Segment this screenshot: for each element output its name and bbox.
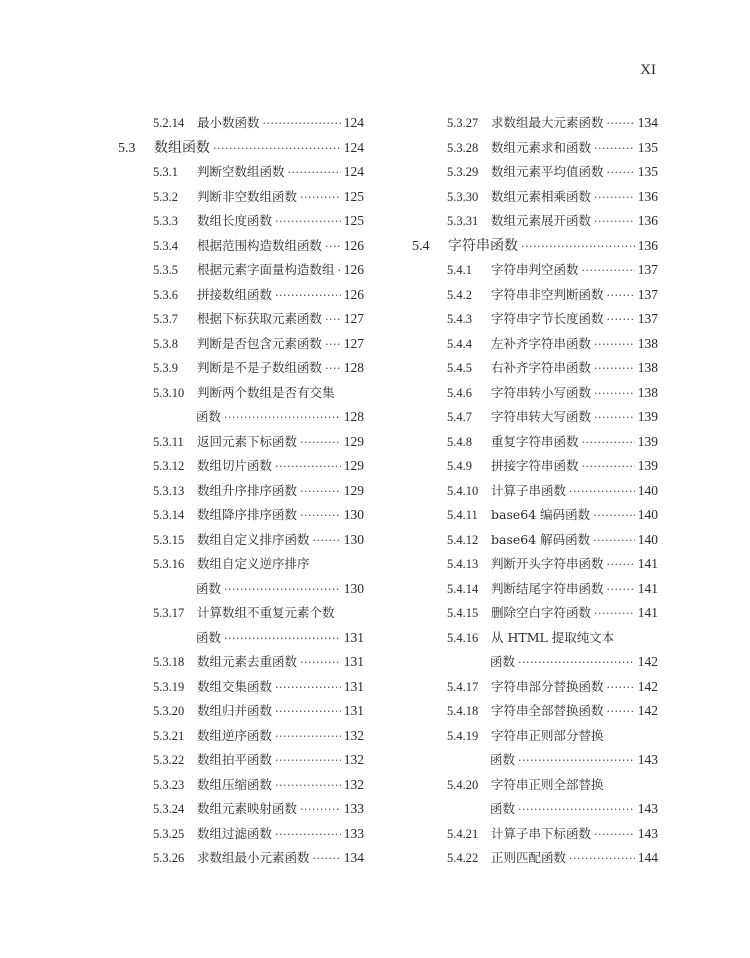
toc-entry-page: 127: [343, 335, 364, 351]
toc-entry-number: 5.4.15: [447, 606, 479, 620]
toc-entry-page: 140: [637, 531, 658, 547]
toc-leader-dots: [300, 798, 341, 823]
toc-entry-page: 141: [637, 556, 658, 571]
toc-entry-page: 140: [637, 482, 658, 498]
toc-entry-title: 删除空白字符函数: [491, 605, 592, 620]
toc-leader-dots: [288, 161, 341, 186]
toc-entry-page: 125: [343, 188, 364, 204]
toc-entry-page: 135: [637, 139, 658, 155]
toc-entry-title: 从 HTML 提取纯文本: [491, 629, 615, 645]
toc-entry-title: 返回元素下标函数: [197, 433, 298, 449]
toc-entry: [412, 552, 658, 577]
toc-leader-dots: [518, 651, 635, 676]
toc-right-column: [412, 111, 658, 871]
toc-entry-title: 字符串正则全部替换: [491, 776, 604, 792]
toc-entry-title: 数组自定义排序函数: [197, 531, 310, 547]
toc-entry-number: 5.3.11: [153, 434, 184, 449]
toc-entry: [412, 601, 658, 626]
toc-entry-number: 5.4.22: [447, 851, 479, 865]
toc-leader-dots: [275, 284, 341, 309]
toc-entry: [412, 307, 658, 332]
toc-leader-dots: [607, 161, 635, 186]
toc-entry-page: 143: [637, 825, 658, 841]
toc-entry-title: 数组自定义逆序排序: [197, 556, 310, 571]
toc-entry-page: 128: [343, 409, 364, 424]
toc-leader-dots: [521, 235, 635, 260]
toc-entry: [412, 454, 658, 479]
toc-entry-title: 字符串函数: [448, 237, 518, 254]
toc-entry: [412, 283, 658, 308]
toc-entry-title: 拼接字符串函数: [491, 458, 579, 473]
toc-leader-dots: [607, 578, 635, 603]
toc-leader-dots: [325, 357, 341, 382]
toc-leader-dots: [594, 602, 635, 627]
toc-entry: [412, 136, 658, 161]
toc-entry-title: 字符串判空函数: [491, 262, 579, 277]
toc-entry: [118, 601, 364, 626]
toc-entry-page: 130: [343, 507, 364, 522]
toc-leader-dots: [594, 137, 635, 162]
toc-entry: [412, 381, 658, 406]
toc-entry-page: 143: [637, 801, 658, 816]
toc-entry-number: 5.4.1: [447, 263, 472, 277]
toc-entry: [412, 626, 658, 651]
toc-entry-page: 132: [343, 776, 364, 792]
toc-leader-dots: [224, 627, 341, 652]
toc-entry-title: 根据元素字面量构造数组: [197, 262, 335, 277]
toc-leader-dots: [594, 333, 635, 358]
toc-entry-page: 131: [343, 629, 364, 645]
toc-entry: [118, 846, 364, 871]
toc-entry: [118, 650, 364, 675]
toc-entry-number: 5.3.21: [153, 728, 185, 743]
toc-leader-dots: [300, 651, 341, 676]
toc-leader-dots: [582, 259, 635, 284]
toc-entry: [118, 503, 364, 528]
toc-entry: [118, 773, 364, 798]
toc-entry: [118, 356, 364, 381]
toc-leader-dots: [313, 847, 341, 872]
toc-entry-title: 判断结尾字符串函数: [491, 580, 604, 596]
toc-entry-page: 133: [343, 825, 364, 841]
toc-entry-page: 129: [343, 458, 364, 473]
toc-entry-number: 5.4.6: [447, 385, 472, 400]
toc-entry: [118, 111, 364, 136]
toc-entry: [412, 822, 658, 847]
toc-entry-page: 124: [343, 139, 364, 155]
toc-entry: [118, 528, 364, 553]
toc-leader-dots: [569, 847, 635, 872]
toc-entry-title: 数组切片函数: [197, 458, 273, 473]
toc-leader-dots: [593, 504, 635, 529]
toc-entry-title: 计算子串函数: [491, 482, 567, 498]
toc-entry-title: 函数: [196, 629, 222, 645]
toc-entry-number: 5.3.9: [153, 361, 178, 375]
toc-entry-page: 142: [637, 654, 658, 669]
toc-entry: [412, 577, 658, 602]
toc-entry: [412, 356, 658, 381]
toc-entry-page: 137: [637, 311, 658, 326]
toc-entry-title: base64 解码函数: [491, 531, 591, 547]
toc-entry-number: 5.3.26: [153, 851, 185, 865]
toc-entry-title: 数组归并函数: [197, 703, 273, 718]
toc-entry: [118, 381, 364, 406]
toc-entry-page: 136: [637, 188, 658, 204]
toc-entry-number: 5.4.10: [447, 483, 479, 498]
toc-entry: [412, 209, 658, 234]
toc-entry-number: 5.3.19: [153, 679, 185, 694]
toc-entry-number: 5.3.3: [153, 214, 178, 228]
toc-entry-number: 5.4.20: [447, 777, 479, 792]
toc-entry-title: 字符串全部替换函数: [491, 703, 604, 718]
toc-entry-page: 131: [343, 703, 364, 718]
toc-entry-number: 5.4.12: [447, 532, 479, 547]
toc-entry-number: 5.3.8: [153, 336, 178, 351]
toc-leader-dots: [607, 284, 635, 309]
toc-entry-page: 134: [343, 850, 364, 865]
toc-entry: [118, 136, 364, 161]
toc-entry: [412, 797, 658, 822]
toc-entry-page: 130: [343, 531, 364, 547]
toc-entry-number: 5.4.9: [447, 459, 472, 473]
toc-leader-dots: [607, 553, 635, 578]
toc-entry-page: 129: [343, 433, 364, 449]
toc-leader-dots: [275, 749, 341, 774]
toc-entry-number: 5.3.27: [447, 116, 479, 130]
toc-leader-dots: [518, 798, 635, 823]
toc-entry-number: 5.3.12: [153, 459, 185, 473]
toc-entry-title: 函数: [196, 580, 222, 596]
toc-entry: [118, 797, 364, 822]
toc-entry-page: 126: [343, 262, 364, 277]
toc-entry-page: 142: [637, 678, 658, 694]
toc-entry-title: 判断空数组函数: [197, 164, 285, 179]
toc-leader-dots: [607, 112, 635, 137]
toc-leader-dots: [594, 186, 635, 211]
toc-leader-dots: [582, 455, 635, 480]
toc-entry-title: 右补齐字符串函数: [491, 360, 592, 375]
toc-entry-title: 根据范围构造数组函数: [197, 237, 323, 253]
toc-entry-number: 5.3.20: [153, 704, 185, 718]
toc-entry-number: 5.3.28: [447, 140, 479, 155]
toc-leader-dots: [275, 823, 341, 848]
toc-entry-number: 5.3.17: [153, 606, 185, 620]
toc-entry: [412, 111, 658, 136]
toc-entry-title: 数组拍平函数: [197, 752, 273, 767]
toc-entry-page: 128: [343, 360, 364, 375]
toc-leader-dots: [275, 700, 341, 725]
toc-entry: [412, 185, 658, 210]
toc-entry-page: 138: [637, 335, 658, 351]
toc-entry: [412, 160, 658, 185]
toc-entry-page: 142: [637, 703, 658, 718]
toc-leader-dots: [300, 480, 341, 505]
toc-leader-dots: [593, 529, 635, 554]
toc-leader-dots: [325, 235, 341, 260]
toc-leader-dots: [594, 406, 635, 431]
toc-entry-title: 数组元素映射函数: [197, 801, 298, 816]
toc-entry-title: 数组元素平均值函数: [491, 164, 604, 179]
toc-entry-number: 5.4.13: [447, 557, 479, 571]
toc-leader-dots: [275, 725, 341, 750]
toc-entry-number: 5.4.4: [447, 336, 472, 351]
toc-entry-title: 判断两个数组是否有交集: [197, 384, 335, 400]
toc-entry-page: 139: [637, 409, 658, 424]
toc-entry-title: 数组过滤函数: [197, 825, 273, 841]
toc-entry-number: 5.4.11: [447, 508, 478, 522]
toc-entry-title: 数组元素展开函数: [491, 213, 592, 228]
page-number: XI: [640, 62, 656, 78]
toc-entry-page: 143: [637, 752, 658, 767]
toc-entry-page: 138: [637, 384, 658, 400]
toc-entry-number: 5.3.6: [153, 287, 178, 302]
toc-entry-page: 137: [637, 262, 658, 277]
toc-entry: [118, 454, 364, 479]
toc-entry-title: 计算数组不重复元素个数: [197, 605, 335, 620]
toc-entry-page: 127: [343, 311, 364, 326]
toc-entry-title: 左补齐字符串函数: [491, 335, 592, 351]
toc-entry-number: 5.3: [118, 140, 136, 156]
toc-entry: [412, 430, 658, 455]
toc-entry: [412, 258, 658, 283]
toc-entry-number: 5.4.18: [447, 704, 479, 718]
toc-entry-title: 数组交集函数: [197, 678, 273, 694]
toc-entry-number: 5.4.7: [447, 410, 472, 424]
toc-entry-page: 144: [637, 850, 658, 865]
toc-entry: [118, 822, 364, 847]
toc-leader-dots: [518, 749, 635, 774]
toc-leader-dots: [213, 137, 341, 162]
toc-entry-title: 数组元素去重函数: [197, 654, 298, 669]
toc-entry: [118, 234, 364, 259]
toc-entry-number: 5.4.2: [447, 287, 472, 302]
toc-entry: [412, 773, 658, 798]
toc-entry-title: 字符串非空判断函数: [491, 286, 604, 302]
toc-entry-number: 5.3.25: [153, 826, 185, 841]
toc-entry-page: 130: [343, 580, 364, 596]
toc-entry-page: 132: [343, 752, 364, 767]
toc-entry-number: 5.3.13: [153, 483, 185, 498]
toc-entry: [412, 332, 658, 357]
toc-entry: [412, 724, 658, 749]
toc-entry-title: 字符串正则部分替换: [491, 727, 604, 743]
toc-entry: [412, 675, 658, 700]
toc-entry-page: 141: [637, 605, 658, 620]
toc-entry-page: 126: [343, 237, 364, 253]
toc-entry-number: 5.4.3: [447, 312, 472, 326]
toc-entry: [118, 307, 364, 332]
toc-entry-page: 124: [343, 115, 364, 130]
toc-entry-title: 最小数函数: [197, 115, 260, 130]
toc-entry-page: 139: [637, 433, 658, 449]
toc-entry-title: 正则匹配函数: [491, 850, 567, 865]
toc-leader-dots: [594, 382, 635, 407]
toc-entry-title: 数组逆序函数: [197, 727, 273, 743]
toc-entry-page: 131: [343, 654, 364, 669]
toc-entry: [412, 528, 658, 553]
toc-entry-page: 136: [637, 213, 658, 228]
toc-entry-page: 139: [637, 458, 658, 473]
toc-entry-number: 5.3.30: [447, 189, 479, 204]
toc-leader-dots: [607, 676, 635, 701]
toc-entry-title: 重复字符串函数: [491, 433, 579, 449]
toc-entry-number: 5.3.14: [153, 508, 185, 522]
toc-entry: [118, 748, 364, 773]
toc-entry-title: 拼接数组函数: [197, 286, 273, 302]
toc-entry-number: 5.4.8: [447, 434, 472, 449]
toc-entry-title: 数组降序排序函数: [197, 507, 298, 522]
toc-entry-title: 字符串字节长度函数: [491, 311, 604, 326]
toc-entry-number: 5.4.16: [447, 630, 479, 645]
toc-entry: [412, 405, 658, 430]
toc-entry-title: 计算子串下标函数: [491, 825, 592, 841]
toc-leader-dots: [275, 774, 341, 799]
toc-entry-title: 字符串转大写函数: [491, 409, 592, 424]
toc-leader-dots: [607, 308, 635, 333]
toc-entry-number: 5.3.24: [153, 802, 185, 816]
toc-entry-title: 函数: [196, 409, 222, 424]
toc-leader-dots: [594, 823, 635, 848]
toc-entry-title: 根据下标获取元素函数: [197, 311, 323, 326]
toc-entry-number: 5.4.17: [447, 679, 479, 694]
toc-entry: [118, 675, 364, 700]
toc-leader-dots: [338, 259, 341, 284]
toc-entry: [412, 846, 658, 871]
toc-entry-number: 5.2.14: [153, 116, 185, 130]
toc-entry: [412, 479, 658, 504]
toc-entry-number: 5.3.15: [153, 532, 185, 547]
toc-entry-page: 135: [637, 164, 658, 179]
toc-entry-number: 5.4.19: [447, 728, 479, 743]
toc-entry-number: 5.3.7: [153, 312, 178, 326]
toc-entry-number: 5.3.10: [153, 385, 185, 400]
toc-leader-dots: [300, 504, 341, 529]
toc-entry-title: 判断开头字符串函数: [491, 556, 604, 571]
toc-entry: [118, 724, 364, 749]
toc-leader-dots: [263, 112, 341, 137]
toc-leader-dots: [325, 308, 341, 333]
toc-entry-title: 数组压缩函数: [197, 776, 273, 792]
toc-entry-number: 5.3.2: [153, 189, 178, 204]
toc-entry: [118, 479, 364, 504]
toc-entry: [412, 650, 658, 675]
toc-entry: [412, 503, 658, 528]
toc-leader-dots: [569, 480, 635, 505]
toc-entry: [118, 160, 364, 185]
toc-entry-number: 5.3.4: [153, 238, 178, 253]
toc-entry-number: 5.3.31: [447, 214, 479, 228]
toc-entry-number: 5.4.21: [447, 826, 479, 841]
toc-entry-title: 判断非空数组函数: [197, 188, 298, 204]
toc-entry-title: 函数: [490, 654, 516, 669]
toc-entry-title: 数组升序排序函数: [197, 482, 298, 498]
toc-entry-page: 140: [637, 507, 658, 522]
toc-entry-title: 求数组最大元素函数: [491, 115, 604, 130]
toc-entry-number: 5.3.18: [153, 655, 185, 669]
toc-entry: [412, 699, 658, 724]
toc-entry-page: 136: [637, 237, 658, 253]
toc-entry-title: 函数: [490, 752, 516, 767]
toc-entry: [412, 748, 658, 773]
toc-entry: [118, 185, 364, 210]
toc-entry-title: 数组长度函数: [197, 213, 273, 228]
toc-leader-dots: [224, 406, 341, 431]
toc-entry-page: 132: [343, 727, 364, 743]
toc-entry-title: base64 编码函数: [491, 507, 591, 522]
toc-entry: [412, 234, 658, 259]
toc-entry-page: 124: [343, 164, 364, 179]
toc-entry-number: 5.3.22: [153, 753, 185, 767]
toc-entry-title: 判断是否包含元素函数: [197, 335, 323, 351]
toc-entry-title: 判断是不是子数组函数: [197, 360, 323, 375]
toc-entry-title: 数组元素相乘函数: [491, 188, 592, 204]
toc-leader-dots: [275, 676, 341, 701]
toc-entry-number: 5.3.5: [153, 263, 178, 277]
toc-entry: [118, 405, 364, 430]
toc-entry: [118, 209, 364, 234]
toc-entry-title: 数组函数: [154, 139, 210, 156]
toc-leader-dots: [300, 186, 341, 211]
toc-entry: [118, 626, 364, 651]
toc-entry-title: 函数: [490, 801, 516, 816]
toc-entry-number: 5.4.14: [447, 581, 479, 596]
toc-leader-dots: [325, 333, 341, 358]
toc-entry-page: 131: [343, 678, 364, 694]
toc-entry-title: 数组元素求和函数: [491, 139, 592, 155]
toc-leader-dots: [300, 431, 341, 456]
toc-entry: [118, 430, 364, 455]
toc-left-column: [118, 111, 364, 871]
toc-entry-title: 字符串转小写函数: [491, 384, 592, 400]
toc-entry-page: 125: [343, 213, 364, 228]
toc-entry-page: 133: [343, 801, 364, 816]
toc-entry-number: 5.4.5: [447, 361, 472, 375]
toc-entry-page: 129: [343, 482, 364, 498]
toc-entry-number: 5.3.1: [153, 165, 178, 179]
toc-entry-number: 5.3.29: [447, 165, 479, 179]
toc-leader-dots: [582, 431, 635, 456]
toc-entry-page: 138: [637, 360, 658, 375]
toc-entry: [118, 283, 364, 308]
toc-entry: [118, 577, 364, 602]
toc-leader-dots: [594, 210, 635, 235]
toc-entry-page: 134: [637, 115, 658, 130]
toc-leader-dots: [313, 529, 341, 554]
toc-entry: [118, 258, 364, 283]
toc-entry: [118, 332, 364, 357]
toc-entry-page: 141: [637, 580, 658, 596]
toc-entry-page: 137: [637, 286, 658, 302]
toc-leader-dots: [275, 455, 341, 480]
toc-entry: [118, 552, 364, 577]
toc-entry-title: 字符串部分替换函数: [491, 678, 604, 694]
toc-entry: [118, 699, 364, 724]
toc-entry-number: 5.4: [412, 238, 430, 254]
toc-leader-dots: [224, 578, 341, 603]
toc-entry-title: 求数组最小元素函数: [197, 850, 310, 865]
toc-entry-page: 126: [343, 286, 364, 302]
toc-entry-number: 5.3.23: [153, 777, 185, 792]
toc-leader-dots: [607, 700, 635, 725]
toc-leader-dots: [594, 357, 635, 382]
toc-leader-dots: [275, 210, 341, 235]
toc-entry-number: 5.3.16: [153, 557, 185, 571]
